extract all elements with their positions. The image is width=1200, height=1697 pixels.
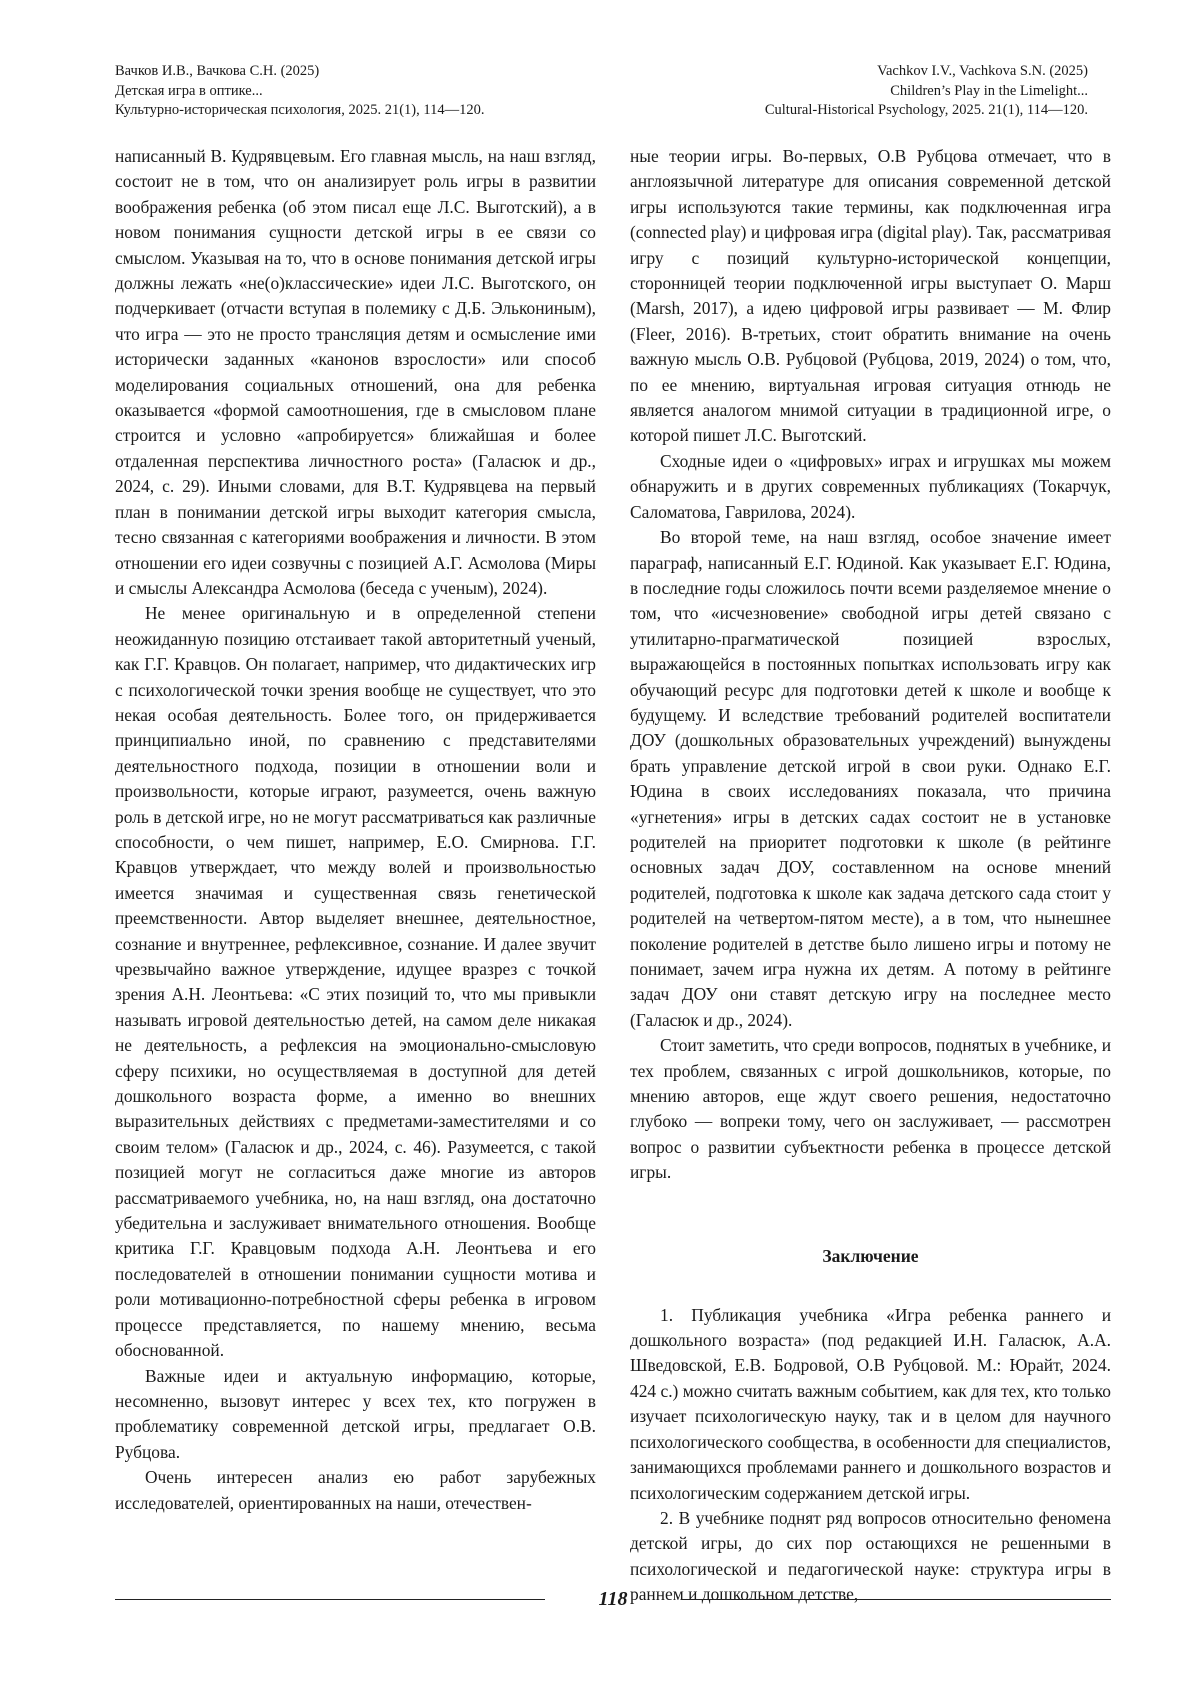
paragraph: Не менее оригинальную и в определенной степени неожиданную позицию отстаивает такой авторитетный ученый, как Г.Г. Кравцов. Он полагает, например, что дидактических игр с психологической точки зрения вообще не существует, что это некая особая деятельность. Более того, он придерживается принципиально иной, по сравнению с представителями деятельностного подхода, позиции в отношении воли и произвольности, которые играют, разумеется, очень важную роль в детской игре, но не могут рассматриваться как различные способности, о чем пишет, например, Е.О. Смирнова. Г.Г. Кравцов утверждает, что между волей и произвольностью имеется значимая и существенная связь генетической преемственности. Автор выделяет внешнее, деятельностное, сознание и внутреннее, рефлексивное, сознание. И далее звучит чрезвычайно важное утверждение, идущее вразрез с точкой зрения А.Н. Леонтьева: «С этих позиций то, что мы привыкли называть игровой деятельностью детей, на самом деле никакая не деятельность, а рефлексия на эмоционально-смысловую сферу психики, но осуществляемая в доступной для детей дошкольного возраста форме, а именно во внешних выразительных действиях с предметами-заместителями и со своим телом» (Галасюк и др., 2024, с. 46). Разумеется, с такой позицией могут не согласиться даже многие из авторов рассматриваемого учебника, но, на наш взгляд, она достаточно убедительна и заслуживает внимательного отношения. Вообще критика Г.Г. Кравцовым подхода А.Н. Леонтьева и его последователей в отношении понимании сущности мотива и роли мотивационно-потребностной сферы ребенка в игровом процессе представляется, по нашему мнению, весьма обоснованной.: [115, 603, 596, 1361]
section-heading: Заключение: [822, 1245, 919, 1266]
header-left: [115, 62, 484, 121]
header-right-title: Children’s Play in the Limelight...: [890, 82, 1088, 99]
page-number: 118: [598, 1588, 628, 1610]
paragraph: Стоит заметить, что среди вопросов, поднятых в учебнике, и тех проблем, связанных с игрой дошкольников, которые, по мнению авторов, еще ждут своего решения, недостаточно глубоко — вопреки тому, чего он заслуживает, — рассмотрен вопрос о развитии субъектности ребенка в процессе детской игры.: [630, 1035, 1111, 1183]
conclusion-paragraph: 1. Публикация учебника «Игра ребенка раннего и дошкольного возраста» (под редакцией И.Н. Галасюк, А.А. Шведовской, Е.В. Бодровой, О.В Рубцовой. М.: Юрайт, 2024. 424 с.) можно считать важным событием, как для тех, кто только изучает психологическую науку, так и в целом для научного психологического сообщества, в особенности для специалистов, занимающихся проблемами раннего и дошкольного возрастов и психологическим содержанием детской игры.: [630, 1304, 1111, 1503]
header-left-journal: Культурно-историческая психология, 2025. 21(1), 114—120.: [115, 102, 485, 118]
paragraph: Во второй теме, на наш взгляд, особое значение имеет параграф, написанный Е.Г. Юдиной. Как указывает Е.Г. Юдина, в последние годы сложилось почти всеми разделяемое мнение о том, что «исчезновение» свободной игры детей связано с утилитарно-прагматической позицией взрослых, выражающейся в постоянных попытках использовать игру как обучающий ресурс для подготовки детей к школе и вообще к будущему. И вследствие требований родителей воспитатели ДОУ (дошкольных образовательных учреждений) вынуждены брать управление детской игрой в свои руки. Однако Е.Г. Юдина в своих исследованиях показала, что причина «угнетения» игры в детских садах состоит не в установке родителей на приоритет подготовки к школе (в рейтинге основных задач ДОУ, составленном на основе мнений родителей, подготовка к школе как задача детского сада стоит у родителей на четвертом-пятом месте), а в том, что нынешнее поколение родителей в детстве было лишено игры и потому не понимает, зачем игра нужна их детям. А потому в рейтинге задач ДОУ они ставят детскую игру на последнее место (Галасюк и др., 2024).: [630, 527, 1111, 1030]
conclusion-paragraph: 2. В учебнике поднят ряд вопросов относительно феномена детской игры, до сих пор остающихся не решенными в психологической и педагогической науке: структура игры в раннем и дошкольном детстве,: [630, 1507, 1111, 1605]
header-left-authors: Вачков И.В., Вачкова С.Н. (2025): [115, 63, 320, 79]
right-column: [630, 144, 1111, 1608]
header-right-journal: Cultural-Historical Psychology, 2025. 21(1), 114—120.: [764, 102, 1088, 118]
paragraph: Очень интересен анализ ею работ зарубежных исследователей, ориентированных на наши, отечествен-: [115, 1467, 596, 1513]
paragraph: Сходные идеи о «цифровых» играх и игрушках мы можем обнаружить и в других современных публикациях (Токарчук, Саломатова, Гаврилова, 2024).: [630, 450, 1111, 522]
paragraph: ные теории игры. Во-первых, О.В Рубцова отмечает, что в англоязычной литературе для описания современной детской игры используются такие термины, как подключенная игра (connected play) и цифровая игра (digital play). Так, рассматривая игру с позиций культурно-исторической концепции, сторонницей теории подключенной игры выступает О. Марш (Marsh, 2017), а идею цифровой игры развивает — М. Флир (Fleer, 2016). В-третьих, стоит обратить внимание на очень важную мысль О.В. Рубцовой (Рубцова, 2019, 2024) о том, что, по ее мнению, виртуальная игровая ситуация отнюдь не является аналогом мнимой ситуации в традиционной игре, о которой пишет Л.С. Выготский.: [630, 146, 1111, 446]
header-left-title: Детская игра в оптике...: [115, 82, 263, 99]
header-right-authors: Vachkov I.V., Vachkova S.N. (2025): [877, 63, 1088, 79]
page-footer: [115, 1584, 1111, 1614]
paragraph: Важные идеи и актуальную информацию, которые, несомненно, вызовут интерес у всех тех, кто погружен в проблематику современной детской игры, предлагает О.В. Рубцова.: [115, 1365, 596, 1462]
left-column: [115, 144, 596, 1516]
running-header: [115, 62, 1088, 122]
footer-rule-right: [681, 1599, 1111, 1600]
header-right: [765, 62, 1088, 121]
paragraph: написанный В. Кудрявцевым. Его главная мысль, на наш взгляд, состоит не в том, что он анализирует роль игры в развитии воображения ребенка (об этом писал еще Л.С. Выготский), а в новом понимания сущности детской игры в ее связи со смыслом. Указывая на то, что в основе понимания детской игры должны лежать «не(о)классические» идеи Л.С. Выготского, он подчеркивает (отчасти вступая в полемику с Д.Б. Элькониным), что игра — это не просто трансляция детям и осмысление ими исторически заданных «канонов взрослости» или способ моделирования социальных отношений, она для ребенка оказывается «формой самоотношения, где в смысловом плане строится и условно «апробируется» ближайшая и более отдаленная перспектива личностного роста» (Галасюк и др., 2024, с. 29). Иными словами, для В.Т. Кудрявцева на первый план в понимании детской игры выходит категория смысла, тесно связанная с категориями воображения и личности. В этом отношении его идеи созвучны с позицией А.Г. Асмолова (Миры и смыслы Александра Асмолова (беседа с ученым), 2024).: [115, 146, 596, 598]
